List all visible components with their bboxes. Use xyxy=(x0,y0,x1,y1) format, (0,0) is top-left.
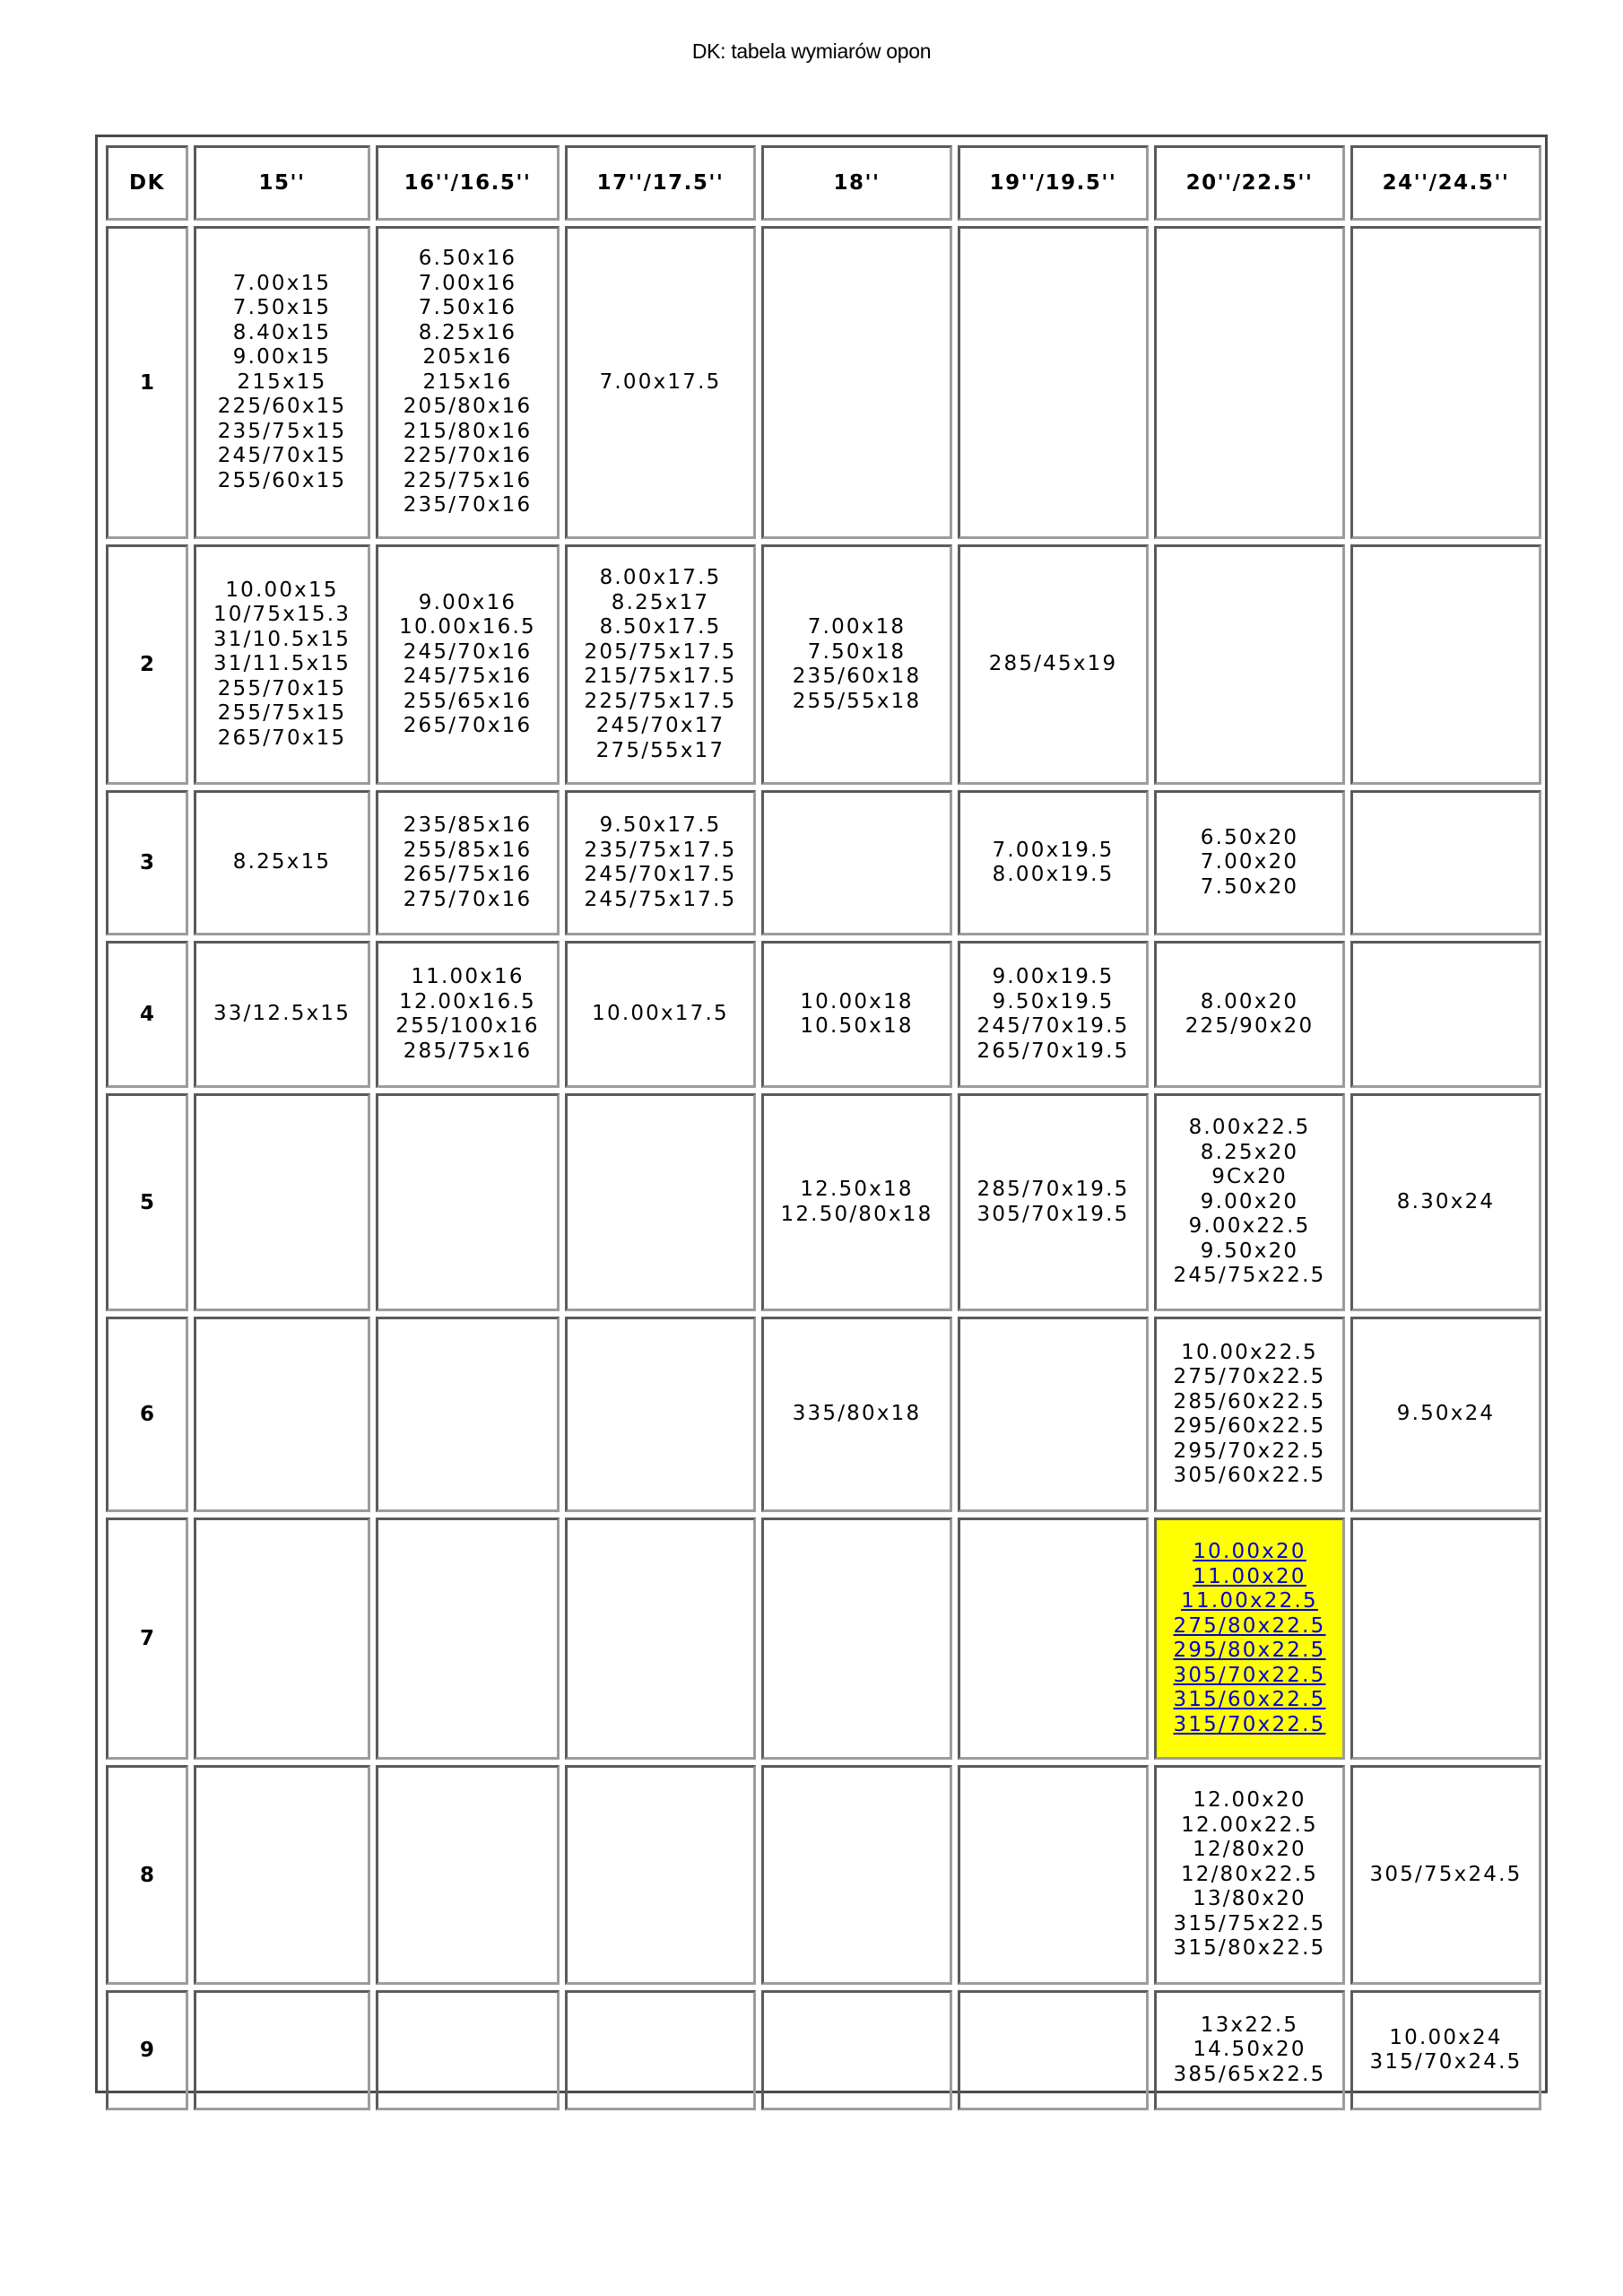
tire-size-table xyxy=(100,140,1547,2116)
tire-size: 245/70x16 xyxy=(403,639,533,664)
tire-size: 6.50x20 xyxy=(1200,825,1299,849)
size-cell-15 xyxy=(194,941,370,1088)
tire-size: 9.50x19.5 xyxy=(992,989,1115,1013)
header-15: 15'' xyxy=(194,145,370,221)
size-cell-17-17-5 xyxy=(565,1990,756,2110)
table-row xyxy=(106,1765,1541,1985)
size-cell-20-22-5 xyxy=(1154,226,1345,539)
tire-size: 10.00x22.5 xyxy=(1181,1340,1318,1364)
size-cell-20-22-5 xyxy=(1154,1317,1345,1512)
tire-size: 10.00x18 xyxy=(800,989,914,1013)
tire-size: 10/75x15.3 xyxy=(213,603,352,627)
tire-size: 11.00x22.5 xyxy=(1181,1589,1318,1613)
size-cell-16-16-5 xyxy=(376,1093,560,1311)
size-cell-20-22-5 xyxy=(1154,544,1345,785)
table-row xyxy=(106,1317,1541,1512)
tire-size: 9.50x24 xyxy=(1396,1402,1496,1426)
size-cell-16-16-5 xyxy=(376,1765,560,1985)
tire-size: 8.50x17.5 xyxy=(599,615,722,639)
tire-size: 205x16 xyxy=(422,345,513,370)
tire-size: 235/75x17.5 xyxy=(584,838,737,862)
tire-size: 10.00x16.5 xyxy=(399,615,536,639)
size-cell-15 xyxy=(194,544,370,785)
tire-size: 275/70x22.5 xyxy=(1173,1365,1326,1388)
size-cell-17-17-5 xyxy=(565,1765,756,1985)
table-row xyxy=(106,1093,1541,1311)
tire-size: 255/100x16 xyxy=(395,1014,540,1038)
tire-size: 7.00x20 xyxy=(1200,850,1299,874)
tire-size: 14.50x20 xyxy=(1193,2038,1306,2062)
tire-size: 9.00x19.5 xyxy=(992,965,1115,988)
header-24-24-5: 24''/24.5'' xyxy=(1350,145,1541,221)
header-17-17-5: 17''/17.5'' xyxy=(565,145,756,221)
size-cell-24-24-5 xyxy=(1350,1990,1541,2110)
tire-size: 8.25x16 xyxy=(418,320,517,344)
tire-size: 8.00x20 xyxy=(1200,989,1299,1013)
size-cell-24-24-5 xyxy=(1350,226,1541,539)
tire-size: 9.50x20 xyxy=(1200,1239,1299,1263)
tire-size: 275/80x22.5 xyxy=(1173,1613,1326,1638)
tire-size: 265/70x19.5 xyxy=(976,1039,1130,1063)
size-cell-18 xyxy=(761,1765,952,1985)
table-row xyxy=(106,790,1541,935)
size-cell-24-24-5 xyxy=(1350,544,1541,785)
tire-size: 8.30x24 xyxy=(1396,1189,1496,1213)
tire-size: 235/75x15 xyxy=(217,419,347,443)
size-cell-19-19-5 xyxy=(958,790,1149,935)
tire-size: 225/60x15 xyxy=(217,395,347,419)
tire-size: 8.25x20 xyxy=(1200,1140,1299,1164)
row-dk-label: 3 xyxy=(106,790,188,935)
tire-size: 255/70x15 xyxy=(217,676,347,700)
size-cell-15 xyxy=(194,1765,370,1985)
tire-size: 7.00x19.5 xyxy=(992,838,1115,862)
size-cell-18 xyxy=(761,1518,952,1760)
table-row xyxy=(106,226,1541,539)
tire-size: 215x15 xyxy=(237,370,327,394)
size-cell-19-19-5 xyxy=(958,1518,1149,1760)
tire-size: 9.50x17.5 xyxy=(599,813,722,837)
size-cell-16-16-5 xyxy=(376,1518,560,1760)
tire-size: 285/45x19 xyxy=(988,652,1118,676)
size-cell-20-22-5 xyxy=(1154,1765,1345,1985)
row-dk-label: 1 xyxy=(106,226,188,539)
size-cell-17-17-5 xyxy=(565,544,756,785)
header-20-22-5: 20''/22.5'' xyxy=(1154,145,1345,221)
tire-size: 315/70x24.5 xyxy=(1369,2050,1523,2074)
tire-size: 8.40x15 xyxy=(232,320,332,344)
tire-size: 385/65x22.5 xyxy=(1173,2062,1326,2086)
header-row xyxy=(106,145,1541,221)
size-cell-18 xyxy=(761,1317,952,1512)
size-cell-24-24-5 xyxy=(1350,941,1541,1088)
tire-size: 235/60x18 xyxy=(792,665,922,688)
tire-size: 7.00x15 xyxy=(232,271,332,295)
row-dk-label: 8 xyxy=(106,1765,188,1985)
tire-size: 8.00x19.5 xyxy=(992,863,1115,886)
tire-size: 7.50x20 xyxy=(1200,874,1299,899)
tire-size: 265/70x16 xyxy=(403,714,533,737)
table-row xyxy=(106,1990,1541,2110)
tire-size: 245/70x17.5 xyxy=(584,863,737,886)
tire-size: 315/60x22.5 xyxy=(1173,1688,1326,1711)
table-row xyxy=(106,1518,1541,1760)
tire-size: 10.00x17.5 xyxy=(592,1002,729,1026)
tire-size: 245/70x19.5 xyxy=(976,1014,1130,1038)
tire-size: 7.50x16 xyxy=(418,296,517,320)
size-cell-19-19-5 xyxy=(958,1093,1149,1311)
size-cell-15 xyxy=(194,790,370,935)
tire-size: 245/75x16 xyxy=(403,665,533,688)
tire-size: 9Cx20 xyxy=(1211,1165,1288,1189)
tire-size: 285/60x22.5 xyxy=(1173,1389,1326,1413)
tire-size: 225/75x17.5 xyxy=(584,689,737,713)
size-cell-20-22-5 xyxy=(1154,1518,1345,1760)
size-cell-19-19-5 xyxy=(958,544,1149,785)
header-19-19-5: 19''/19.5'' xyxy=(958,145,1149,221)
tire-size: 245/70x17 xyxy=(595,714,725,737)
tire-size: 245/70x15 xyxy=(217,444,347,468)
size-cell-18 xyxy=(761,790,952,935)
tire-size: 285/70x19.5 xyxy=(976,1178,1130,1201)
tire-size: 235/85x16 xyxy=(403,813,533,837)
tire-size: 255/65x16 xyxy=(403,689,533,713)
table-row xyxy=(106,941,1541,1088)
tire-size: 8.00x22.5 xyxy=(1188,1116,1311,1140)
size-cell-16-16-5 xyxy=(376,941,560,1088)
size-cell-17-17-5 xyxy=(565,1518,756,1760)
tire-size: 6.50x16 xyxy=(418,247,517,271)
tire-size: 8.25x15 xyxy=(232,850,332,874)
tire-size: 215/80x16 xyxy=(403,419,533,443)
tire-size: 215/75x17.5 xyxy=(584,665,737,688)
size-cell-17-17-5 xyxy=(565,790,756,935)
size-cell-18 xyxy=(761,1990,952,2110)
size-cell-18 xyxy=(761,544,952,785)
tire-size: 315/80x22.5 xyxy=(1173,1936,1326,1961)
tire-size: 205/75x17.5 xyxy=(584,639,737,664)
size-cell-15 xyxy=(194,1990,370,2110)
tire-size: 255/55x18 xyxy=(792,689,922,713)
tire-size: 225/70x16 xyxy=(403,444,533,468)
size-cell-17-17-5 xyxy=(565,1093,756,1311)
tire-size: 13x22.5 xyxy=(1200,2013,1299,2037)
tire-size: 7.00x17.5 xyxy=(599,370,722,394)
tire-size: 10.00x24 xyxy=(1389,2025,1503,2049)
tire-size: 12.50x18 xyxy=(800,1178,914,1201)
size-cell-17-17-5 xyxy=(565,941,756,1088)
tire-size: 12.50/80x18 xyxy=(780,1202,933,1226)
size-cell-20-22-5 xyxy=(1154,790,1345,935)
size-cell-19-19-5 xyxy=(958,1765,1149,1985)
tire-size: 335/80x18 xyxy=(792,1402,922,1426)
tire-size: 10.50x18 xyxy=(800,1014,914,1038)
tire-size: 305/70x22.5 xyxy=(1173,1663,1326,1687)
tire-size: 7.00x16 xyxy=(418,271,517,295)
tire-size: 225/90x20 xyxy=(1185,1014,1315,1038)
size-cell-20-22-5 xyxy=(1154,1093,1345,1311)
tire-size: 295/60x22.5 xyxy=(1173,1414,1326,1438)
tire-size: 31/11.5x15 xyxy=(213,652,352,676)
size-cell-15 xyxy=(194,1518,370,1760)
tire-size: 9.00x22.5 xyxy=(1188,1214,1311,1239)
tire-size: 255/85x16 xyxy=(403,838,533,862)
tire-size: 235/70x16 xyxy=(403,493,533,517)
size-cell-18 xyxy=(761,1093,952,1311)
size-cell-24-24-5 xyxy=(1350,1765,1541,1985)
tire-size: 8.00x17.5 xyxy=(599,566,722,589)
tire-size: 33/12.5x15 xyxy=(213,1002,352,1026)
tire-size: 225/75x16 xyxy=(403,468,533,492)
row-dk-label: 9 xyxy=(106,1990,188,2110)
size-cell-24-24-5 xyxy=(1350,1093,1541,1311)
size-cell-19-19-5 xyxy=(958,1317,1149,1512)
tire-size: 9.00x20 xyxy=(1200,1189,1299,1213)
header-16-16-5: 16''/16.5'' xyxy=(376,145,560,221)
size-cell-17-17-5 xyxy=(565,226,756,539)
tire-size: 205/80x16 xyxy=(403,395,533,419)
tire-size: 275/70x16 xyxy=(403,887,533,911)
size-cell-15 xyxy=(194,1317,370,1512)
size-cell-17-17-5 xyxy=(565,1317,756,1512)
tire-size: 31/10.5x15 xyxy=(213,627,352,651)
size-cell-24-24-5 xyxy=(1350,790,1541,935)
header-dk: DK xyxy=(106,145,188,221)
tire-size: 12.00x20 xyxy=(1193,1788,1306,1813)
tire-size: 305/70x19.5 xyxy=(976,1202,1130,1226)
tire-size: 265/70x15 xyxy=(217,726,347,750)
tire-size: 11.00x16 xyxy=(411,965,525,988)
size-cell-16-16-5 xyxy=(376,226,560,539)
tire-size: 13/80x20 xyxy=(1193,1887,1306,1911)
tire-size: 7.00x18 xyxy=(807,615,907,639)
size-cell-16-16-5 xyxy=(376,544,560,785)
size-cell-16-16-5 xyxy=(376,1990,560,2110)
tire-size: 7.50x18 xyxy=(807,639,907,664)
header-18: 18'' xyxy=(761,145,952,221)
tire-size: 265/75x16 xyxy=(403,863,533,886)
tire-size: 255/60x15 xyxy=(217,468,347,492)
tire-size: 7.50x15 xyxy=(232,296,332,320)
tire-size: 10.00x15 xyxy=(225,578,339,602)
tire-size: 305/60x22.5 xyxy=(1173,1464,1326,1487)
tire-size: 12/80x22.5 xyxy=(1180,1862,1319,1886)
tire-size: 295/80x22.5 xyxy=(1173,1639,1326,1662)
size-cell-15 xyxy=(194,226,370,539)
size-cell-16-16-5 xyxy=(376,790,560,935)
size-cell-18 xyxy=(761,941,952,1088)
size-cell-16-16-5 xyxy=(376,1317,560,1512)
size-cell-20-22-5 xyxy=(1154,941,1345,1088)
tire-size: 11.00x20 xyxy=(1193,1564,1306,1588)
tire-size: 10.00x20 xyxy=(1193,1540,1306,1563)
size-cell-19-19-5 xyxy=(958,941,1149,1088)
size-cell-15 xyxy=(194,1093,370,1311)
row-dk-label: 7 xyxy=(106,1518,188,1760)
size-cell-19-19-5 xyxy=(958,226,1149,539)
tire-size: 285/75x16 xyxy=(403,1039,533,1063)
size-cell-24-24-5 xyxy=(1350,1518,1541,1760)
tire-size: 12.00x16.5 xyxy=(399,989,536,1013)
tire-size: 315/70x22.5 xyxy=(1173,1712,1326,1736)
size-cell-19-19-5 xyxy=(958,1990,1149,2110)
tire-size: 8.25x17 xyxy=(611,590,710,614)
tire-size: 215x16 xyxy=(422,370,513,394)
tire-size: 255/75x15 xyxy=(217,701,347,726)
tire-size: 275/55x17 xyxy=(595,738,725,762)
tire-size: 9.00x15 xyxy=(232,345,332,370)
table-row xyxy=(106,544,1541,785)
row-dk-label: 4 xyxy=(106,941,188,1088)
tire-size-table-frame xyxy=(95,135,1548,2093)
row-dk-label: 6 xyxy=(106,1317,188,1512)
tire-size: 315/75x22.5 xyxy=(1173,1911,1326,1935)
size-cell-20-22-5 xyxy=(1154,1990,1345,2110)
tire-size: 295/70x22.5 xyxy=(1173,1439,1326,1463)
row-dk-label: 5 xyxy=(106,1093,188,1311)
tire-size: 245/75x22.5 xyxy=(1173,1264,1326,1288)
size-cell-24-24-5 xyxy=(1350,1317,1541,1512)
tire-size: 9.00x16 xyxy=(418,590,517,614)
tire-size: 12/80x20 xyxy=(1193,1838,1306,1862)
tire-size: 245/75x17.5 xyxy=(584,887,737,911)
size-cell-18 xyxy=(761,226,952,539)
tire-size: 12.00x22.5 xyxy=(1181,1813,1318,1837)
row-dk-label: 2 xyxy=(106,544,188,785)
tire-size: 305/75x24.5 xyxy=(1369,1862,1523,1886)
document-title: DK: tabela wymiarów opon xyxy=(691,39,932,63)
